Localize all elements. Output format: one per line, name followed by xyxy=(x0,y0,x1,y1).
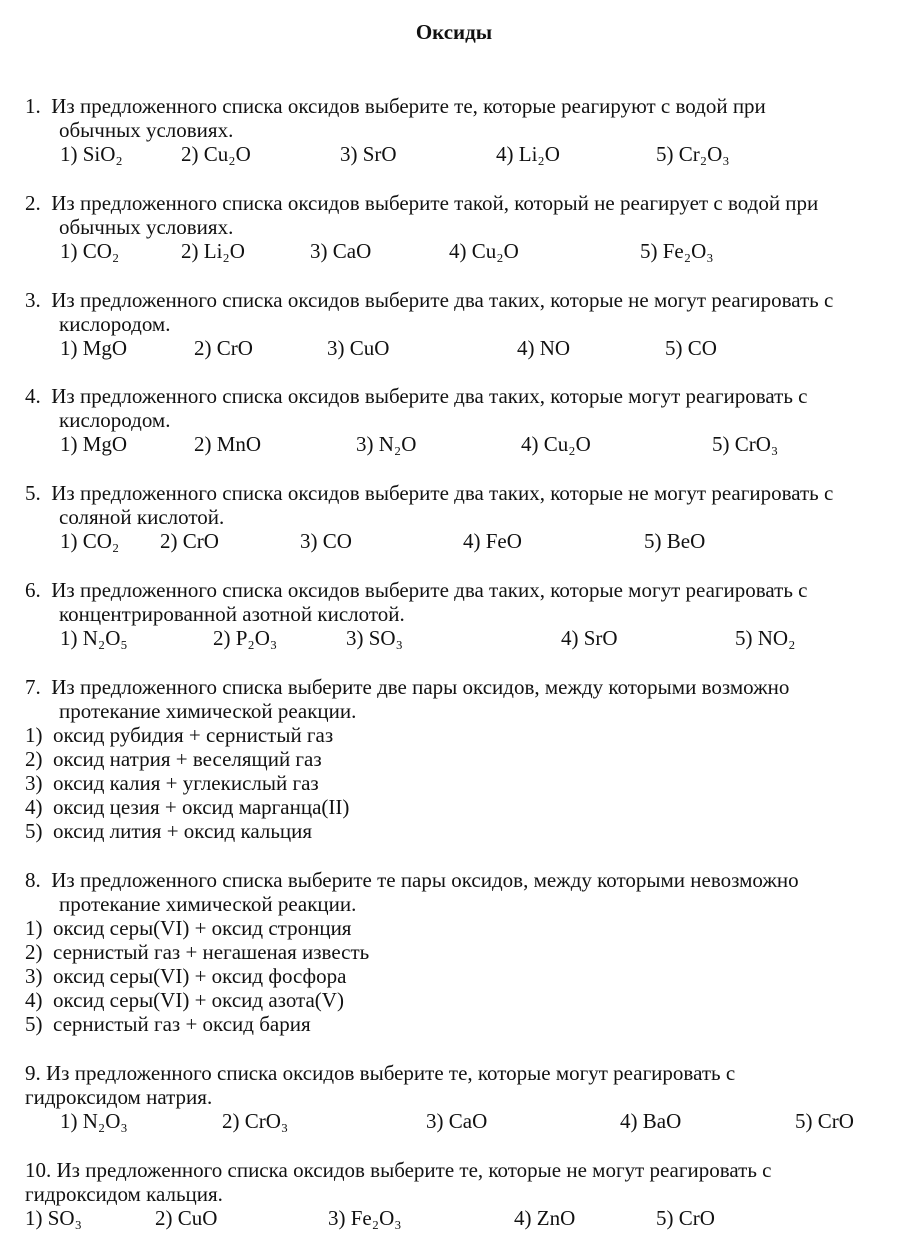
answer-option: 3) CO xyxy=(300,529,352,553)
question-line: 3) оксид серы(VI) + оксид фосфора xyxy=(25,964,347,988)
answer-option: 5) BeO xyxy=(644,529,706,553)
question-line: 4) оксид цезия + оксид марганца(II) xyxy=(25,795,350,819)
question-line: 1) оксид рубидия + сернистый газ xyxy=(25,723,334,747)
question-line: 5) сернистый газ + оксид бария xyxy=(25,1012,311,1036)
question-line: 1) оксид серы(VI) + оксид стронция xyxy=(25,916,352,940)
question-line: протекание химической реакции. xyxy=(59,699,357,723)
answer-option: 1) CO₂ xyxy=(60,239,120,263)
answer-option: 3) CaO xyxy=(426,1109,488,1133)
answer-option: 2) CuO xyxy=(155,1206,218,1230)
answer-option: 5) Fe₂O₃ xyxy=(640,239,714,263)
question-text: 4. Из предложенного списка оксидов выберите два таких, которые могут реагировать с xyxy=(25,384,808,408)
question-line: обычных условиях. xyxy=(59,118,234,142)
question-text: 2. Из предложенного списка оксидов выберите такой, который не реагирует с водой при xyxy=(25,191,819,215)
question-line: 3) оксид калия + углекислый газ xyxy=(25,771,319,795)
question-line: концентрированной азотной кислотой. xyxy=(59,602,405,626)
answer-option: 3) CuO xyxy=(327,336,390,360)
answer-option: 4) Cu₂O xyxy=(521,432,591,456)
answer-option: 2) Cu₂O xyxy=(181,142,251,166)
answer-option: 2) CrO xyxy=(194,336,253,360)
answer-option: 3) CaO xyxy=(310,239,372,263)
question-text: 5. Из предложенного списка оксидов выберите два таких, которые не могут реагировать с xyxy=(25,481,834,505)
question-text: 10. Из предложенного списка оксидов выберите те, которые не могут реагировать с xyxy=(25,1158,772,1182)
question-text: 8. Из предложенного списка выберите те пары оксидов, между которыми невозможно xyxy=(25,868,799,892)
answer-option: 4) SrO xyxy=(561,626,618,650)
question-line: гидроксидом натрия. xyxy=(25,1085,213,1109)
answer-option: 4) NO xyxy=(517,336,571,360)
answer-option: 2) P₂O₃ xyxy=(213,626,278,650)
answer-option: 4) BaO xyxy=(620,1109,682,1133)
answer-option: 3) Fe₂O₃ xyxy=(328,1206,402,1230)
question-line: кислородом. xyxy=(59,408,171,432)
answer-option: 5) NO₂ xyxy=(735,626,796,650)
answer-option: 4) ZnO xyxy=(514,1206,576,1230)
answer-option: 3) SO₃ xyxy=(346,626,403,650)
question-line: обычных условиях. xyxy=(59,215,234,239)
answer-option: 5) Cr₂O₃ xyxy=(656,142,730,166)
question-line: 2) оксид натрия + веселящий газ xyxy=(25,747,322,771)
question-line: 2) сернистый газ + негашеная известь xyxy=(25,940,370,964)
question-line: протекание химической реакции. xyxy=(59,892,357,916)
answer-option: 2) Li₂O xyxy=(181,239,245,263)
question-line: соляной кислотой. xyxy=(59,505,225,529)
question-text: 1. Из предложенного списка оксидов выберите те, которые реагируют с водой при xyxy=(25,94,766,118)
question-text: 7. Из предложенного списка выберите две пары оксидов, между которыми возможно xyxy=(25,675,790,699)
answer-option: 4) FeO xyxy=(463,529,522,553)
question-text: 6. Из предложенного списка оксидов выберите два таких, которые могут реагировать с xyxy=(25,578,808,602)
answer-option: 2) CrO xyxy=(160,529,219,553)
answer-option: 5) CrO xyxy=(656,1206,715,1230)
question-text: 3. Из предложенного списка оксидов выберите два таких, которые не могут реагировать с xyxy=(25,288,834,312)
answer-option: 5) CO xyxy=(665,336,717,360)
answer-option: 1) SiO₂ xyxy=(60,142,123,166)
answer-option: 1) SO₃ xyxy=(25,1206,82,1230)
answer-option: 5) CrO xyxy=(795,1109,854,1133)
question-line: 4) оксид серы(VI) + оксид азота(V) xyxy=(25,988,344,1012)
answer-option: 1) CO₂ xyxy=(60,529,120,553)
answer-option: 2) CrO₃ xyxy=(222,1109,289,1133)
answer-option: 1) N₂O₅ xyxy=(60,626,128,650)
answer-option: 5) CrO₃ xyxy=(712,432,779,456)
answer-option: 2) MnO xyxy=(194,432,262,456)
answer-option: 1) N₂O₃ xyxy=(60,1109,128,1133)
question-line: кислородом. xyxy=(59,312,171,336)
document-title: Оксиды xyxy=(415,20,493,44)
answer-option: 4) Cu₂O xyxy=(449,239,519,263)
question-line: 5) оксид лития + оксид кальция xyxy=(25,819,313,843)
answer-option: 3) N₂O xyxy=(356,432,417,456)
answer-option: 4) Li₂O xyxy=(496,142,560,166)
answer-option: 3) SrO xyxy=(340,142,397,166)
question-text: 9. Из предложенного списка оксидов выберите те, которые могут реагировать с xyxy=(25,1061,736,1085)
answer-option: 1) MgO xyxy=(60,432,128,456)
question-line: гидроксидом кальция. xyxy=(25,1182,223,1206)
answer-option: 1) MgO xyxy=(60,336,128,360)
